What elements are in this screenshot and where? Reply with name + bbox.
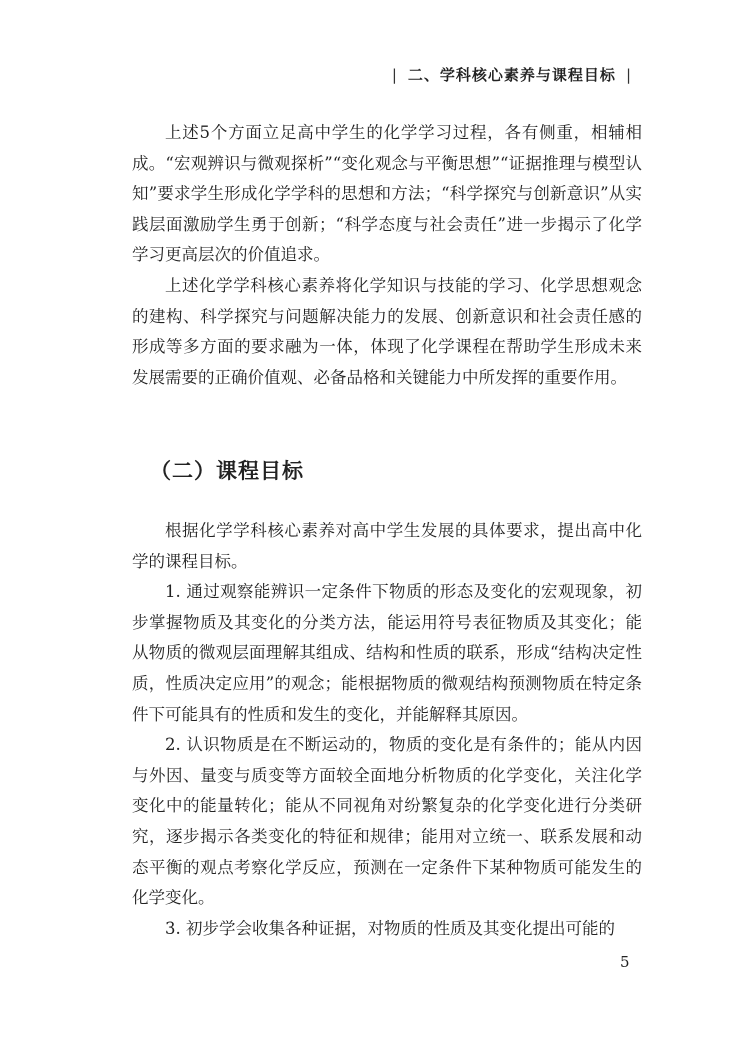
paragraph: 上述化学学科核心素养将化学知识与技能的学习、化学思想观念的建构、科学探究与问题解决能力的发展、创新意识和社会责任感的形成等多方面的要求融为一体，体现了化学课程在帮助学生形成未来发展需要的正确价值观、必备品格和关键能力中所发挥的重要作用。 bbox=[132, 275, 642, 387]
header-divider-right: | bbox=[625, 66, 632, 84]
paragraph: 1. 通过观察能辨识一定条件下物质的形态及变化的宏观现象，初步掌握物质及其变化的分类方法，能运用符号表征物质及其变化；能从物质的微观层面理解其组成、结构和性质的联系，形成“结构决定性质，性质决定应用”的观念；能根据物质的微观结构预测物质在特定条件下可能具有的性质和发生的变化，并能解释其原因。 bbox=[132, 582, 642, 724]
paragraph: 根据化学学科核心素养对高中学生发展的具体要求，提出高中化学的课程目标。 bbox=[132, 521, 642, 571]
running-header bbox=[382, 64, 642, 85]
section-heading: （二）课程目标 bbox=[150, 459, 304, 483]
paragraph: 3. 初步学会收集各种证据，对物质的性质及其变化提出可能的 bbox=[165, 918, 615, 938]
paragraph: 2. 认识物质是在不断运动的，物质的变化是有条件的；能从内因与外因、量变与质变等方面较全面地分析物质的化学变化，关注化学变化中的能量转化；能从不同视角对纷繁复杂的化学变化进行分类研究，逐步揭示各类变化的特征和规律；能用对立统一、联系发展和动态平衡的观点考察化学反应，预测在一定条件下某种物质可能发生的化学变化。 bbox=[132, 735, 642, 908]
page-number: 5 bbox=[620, 953, 630, 971]
header-divider-left: | bbox=[391, 66, 398, 84]
intro-text bbox=[132, 118, 642, 393]
header-title: 二、学科核心素养与课程目标 bbox=[407, 66, 616, 84]
paragraph: 上述5个方面立足高中学生的化学学习过程，各有侧重，相辅相成。“宏观辨识与微观探析”“变化观念与平衡思想”“证据推理与模型认知”要求学生形成化学学科的思想和方法；“科学探究与创新意识”从实践层面激励学生勇于创新；“科学态度与社会责任”进一步揭示了化学学习更高层次的价值追求。 bbox=[132, 123, 642, 265]
section-body bbox=[132, 516, 642, 944]
